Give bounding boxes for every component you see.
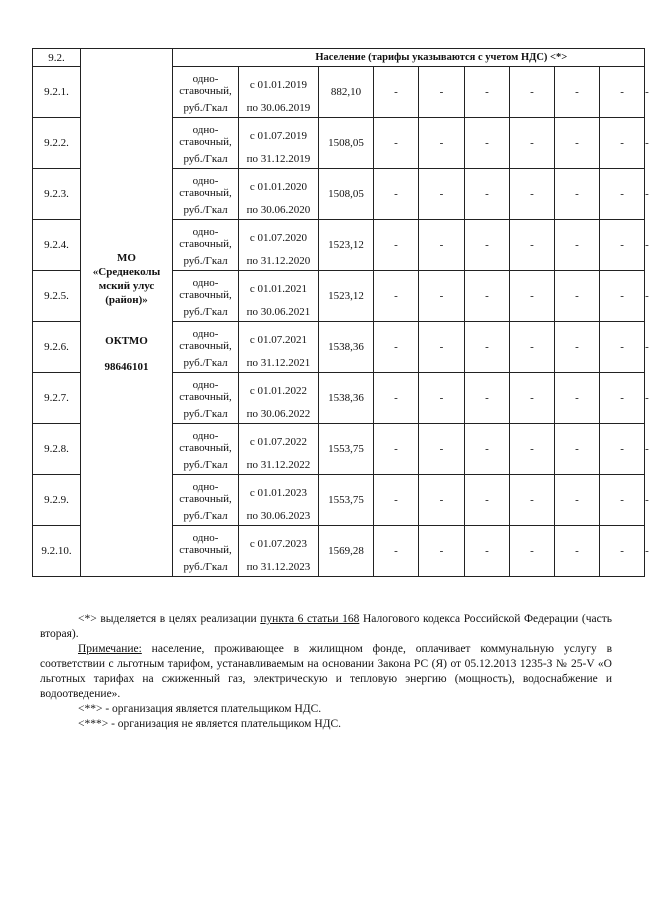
table-row: 9.2.6. одно- ставочный, руб./Гкал с 01.07.2021 по 31.12.2021 1538,36 - - - - - - -	[33, 322, 645, 373]
tariff-value: 1538,36	[319, 373, 374, 424]
empty-value-dash: -	[419, 424, 465, 475]
empty-value-dash: -	[419, 271, 465, 322]
empty-value-dash: -	[419, 67, 465, 118]
empty-value-dash: -	[600, 526, 645, 577]
row-number: 9.2.5.	[33, 271, 81, 322]
empty-value-dash: -	[510, 475, 555, 526]
tariff-value: 1508,05	[319, 169, 374, 220]
footnote-vat: <*> выделяется в целях реализации пункта 6 статьи 168 Налогового кодекса Российской Федерации (часть вторая).	[40, 613, 612, 640]
empty-value-dash: -	[465, 475, 510, 526]
empty-value-dash: -	[510, 220, 555, 271]
rate-unit: руб./Гкал	[183, 255, 228, 267]
rate-type: одно- ставочный,	[179, 430, 232, 454]
row-number: 9.2.1.	[33, 67, 81, 118]
empty-value-dash: -	[510, 526, 555, 577]
rate-type-cell	[173, 526, 239, 577]
table-header-row	[33, 49, 645, 67]
rate-unit: руб./Гкал	[183, 204, 228, 216]
tax-code-link[interactable]: пункта 6 статьи 168	[260, 613, 360, 625]
row-number: 9.2.2.	[33, 118, 81, 169]
empty-value-dash: -	[465, 271, 510, 322]
empty-value-dash: -	[374, 169, 419, 220]
rate-type-cell	[173, 322, 239, 373]
period-to: по 30.06.2019	[246, 102, 311, 114]
empty-value-dash: -	[374, 271, 419, 322]
section-number: 9.2.	[33, 49, 81, 67]
empty-value-dash: -	[419, 322, 465, 373]
tariff-value: 1523,12	[319, 271, 374, 322]
footnotes	[40, 612, 612, 732]
empty-value-dash: -	[374, 322, 419, 373]
period-from: с 01.07.2020	[249, 232, 308, 244]
empty-value-dash: -	[555, 475, 600, 526]
row-number: 9.2.9.	[33, 475, 81, 526]
empty-value-dash: -	[419, 220, 465, 271]
empty-value-dash: -	[510, 118, 555, 169]
period-from: с 01.01.2022	[249, 385, 308, 397]
empty-value-dash: -	[374, 424, 419, 475]
period-cell	[239, 169, 319, 220]
empty-value-dash: -	[465, 526, 510, 577]
period-from: с 01.01.2023	[249, 487, 308, 499]
table-row: 9.2.5. одно- ставочный, руб./Гкал с 01.01.2021 по 30.06.2021 1523,12 - - - - - - -	[33, 271, 645, 322]
period-cell	[239, 67, 319, 118]
rate-unit: руб./Гкал	[183, 459, 228, 471]
row-number: 9.2.10.	[33, 526, 81, 577]
period-cell	[239, 475, 319, 526]
table-row: 9.2.9. одно- ставочный, руб./Гкал с 01.01.2023 по 30.06.2023 1553,75 - - - - - - -	[33, 475, 645, 526]
rate-type-cell	[173, 271, 239, 322]
rate-type: одно- ставочный,	[179, 532, 232, 556]
rate-type: одно- ставочный,	[179, 73, 232, 97]
period-from: с 01.07.2021	[249, 334, 308, 346]
empty-value-dash: -	[374, 118, 419, 169]
table-row: 9.2.7. одно- ставочный, руб./Гкал с 01.01.2022 по 30.06.2022 1538,36 - - - - - - -	[33, 373, 645, 424]
rate-type: одно- ставочный,	[179, 124, 232, 148]
rate-unit: руб./Гкал	[183, 102, 228, 114]
rate-type: одно- ставочный,	[179, 277, 232, 301]
empty-value-dash: -	[555, 118, 600, 169]
rate-unit: руб./Гкал	[183, 510, 228, 522]
rate-type: одно- ставочный,	[179, 481, 232, 505]
tariff-value: 1538,36	[319, 322, 374, 373]
empty-value-dash: -	[510, 373, 555, 424]
tariff-value: 1569,28	[319, 526, 374, 577]
rate-unit: руб./Гкал	[183, 357, 228, 369]
period-cell	[239, 220, 319, 271]
table-row: 9.2.10. одно- ставочный, руб./Гкал с 01.07.2023 по 31.12.2023 1569,28 - - - - - - -	[33, 526, 645, 577]
empty-value-dash: -	[465, 424, 510, 475]
rate-type-cell	[173, 118, 239, 169]
empty-value-dash: -	[600, 169, 645, 220]
period-cell	[239, 424, 319, 475]
empty-value-dash: -	[374, 220, 419, 271]
empty-value-dash: -	[419, 169, 465, 220]
row-number: 9.2.7.	[33, 373, 81, 424]
rate-unit: руб./Гкал	[183, 153, 228, 165]
empty-value-dash: -	[600, 373, 645, 424]
period-cell	[239, 118, 319, 169]
footnote-vat-payer: <**> - организация является плательщиком НДС.	[78, 703, 322, 715]
period-to: по 31.12.2020	[246, 255, 311, 267]
rate-type-cell	[173, 169, 239, 220]
empty-value-dash: -	[600, 118, 645, 169]
empty-value-dash: -	[600, 424, 645, 475]
empty-value-dash: -	[374, 67, 419, 118]
empty-value-dash: -	[600, 220, 645, 271]
period-cell	[239, 373, 319, 424]
rate-unit: руб./Гкал	[183, 306, 228, 318]
empty-value-dash: -	[555, 424, 600, 475]
period-to: по 31.12.2023	[246, 561, 311, 573]
period-from: с 01.07.2019	[249, 130, 308, 142]
footnote-remark: Примечание: население, проживающее в жилищном фонде, оплачивает коммунальную услугу в соответствии с льготным тарифом, устанавливаемым на основании Закона РС (Я) от 05.12.2013 1235-З № 25-V «О льготных тарифах на сжиженный газ, электрическую и тепловую энергию (мощность), водоснабжение и водоотведение».	[40, 643, 612, 700]
empty-value-dash: -	[374, 475, 419, 526]
empty-value-dash: -	[374, 526, 419, 577]
rate-type-cell	[173, 424, 239, 475]
period-to: по 31.12.2021	[246, 357, 311, 369]
tariff-table	[32, 48, 649, 577]
empty-value-dash: -	[465, 67, 510, 118]
tariff-value: 1523,12	[319, 220, 374, 271]
empty-value-dash: -	[555, 271, 600, 322]
empty-value-dash: -	[600, 67, 645, 118]
empty-value-dash: -	[600, 475, 645, 526]
period-cell	[239, 322, 319, 373]
tariff-value: 1553,75	[319, 424, 374, 475]
period-to: по 30.06.2022	[246, 408, 311, 420]
tariff-value: 1508,05	[319, 118, 374, 169]
mo-line-3: мский улус	[98, 280, 155, 292]
period-from: с 01.07.2022	[249, 436, 308, 448]
period-from: с 01.01.2020	[249, 181, 308, 193]
row-number: 9.2.6.	[33, 322, 81, 373]
empty-value-dash: -	[510, 271, 555, 322]
empty-value-dash: -	[555, 169, 600, 220]
mo-line-1: МО	[117, 252, 136, 264]
period-cell	[239, 271, 319, 322]
row-number: 9.2.4.	[33, 220, 81, 271]
empty-value-dash: -	[510, 424, 555, 475]
empty-value-dash: -	[465, 220, 510, 271]
empty-value-dash: -	[510, 67, 555, 118]
empty-value-dash: -	[419, 118, 465, 169]
rate-type: одно- ставочный,	[179, 175, 232, 199]
footnote-vat-nonpayer: <***> - организация не является плательщиком НДС.	[78, 718, 342, 730]
empty-value-dash: -	[465, 169, 510, 220]
empty-value-dash: -	[419, 475, 465, 526]
rate-type-cell	[173, 475, 239, 526]
mo-line-4: (район)»	[105, 294, 148, 306]
rate-unit: руб./Гкал	[183, 408, 228, 420]
period-to: по 31.12.2019	[246, 153, 311, 165]
empty-value-dash: -	[555, 67, 600, 118]
mo-line-2: «Среднеколы	[92, 266, 161, 278]
municipality-cell	[81, 49, 173, 577]
rate-type: одно- ставочный,	[179, 379, 232, 403]
period-from: с 01.01.2019	[249, 79, 308, 91]
empty-value-dash: -	[465, 118, 510, 169]
tariff-value: 1553,75	[319, 475, 374, 526]
empty-value-dash: -	[555, 373, 600, 424]
table-row: 9.2.8. одно- ставочный, руб./Гкал с 01.07.2022 по 31.12.2022 1553,75 - - - - - - -	[33, 424, 645, 475]
empty-value-dash: -	[419, 526, 465, 577]
row-number: 9.2.3.	[33, 169, 81, 220]
section-title: Население (тарифы указываются с учетом НДС) <*>	[239, 49, 645, 67]
empty-value-dash: -	[465, 373, 510, 424]
empty-value-dash: -	[419, 373, 465, 424]
table-row: 9.2.4. одно- ставочный, руб./Гкал с 01.07.2020 по 31.12.2020 1523,12 - - - - - - -	[33, 220, 645, 271]
empty-value-dash: -	[465, 322, 510, 373]
period-cell	[239, 526, 319, 577]
tariff-value: 882,10	[319, 67, 374, 118]
row-number: 9.2.8.	[33, 424, 81, 475]
period-to: по 30.06.2020	[246, 204, 311, 216]
table-row: 9.2.2. одно- ставочный, руб./Гкал с 01.07.2019 по 31.12.2019 1508,05 - - - - - - -	[33, 118, 645, 169]
rate-type-cell	[173, 220, 239, 271]
empty-value-dash: -	[374, 373, 419, 424]
empty-value-dash: -	[600, 271, 645, 322]
period-from: с 01.07.2023	[249, 538, 308, 550]
table-row: 9.2.3. одно- ставочный, руб./Гкал с 01.01.2020 по 30.06.2020 1508,05 - - - - - - -	[33, 169, 645, 220]
period-from: с 01.01.2021	[249, 283, 308, 295]
empty-value-dash: -	[555, 220, 600, 271]
empty-value-dash: -	[510, 322, 555, 373]
period-to: по 31.12.2022	[246, 459, 311, 471]
empty-value-dash: -	[555, 322, 600, 373]
rate-unit: руб./Гкал	[183, 561, 228, 573]
empty-value-dash: -	[600, 322, 645, 373]
oktmo-code: 98646101	[104, 361, 149, 373]
empty-value-dash: -	[510, 169, 555, 220]
period-to: по 30.06.2021	[246, 306, 311, 318]
oktmo-label: ОКТМО	[105, 335, 148, 347]
rate-type-cell	[173, 67, 239, 118]
period-to: по 30.06.2023	[246, 510, 311, 522]
table-row: 9.2.1. одно- ставочный, руб./Гкал с 01.01.2019 по 30.06.2019 882,10 - - - - - - -	[33, 67, 645, 118]
rate-type: одно- ставочный,	[179, 226, 232, 250]
rate-type-cell	[173, 373, 239, 424]
empty-value-dash: -	[555, 526, 600, 577]
rate-type: одно- ставочный,	[179, 328, 232, 352]
